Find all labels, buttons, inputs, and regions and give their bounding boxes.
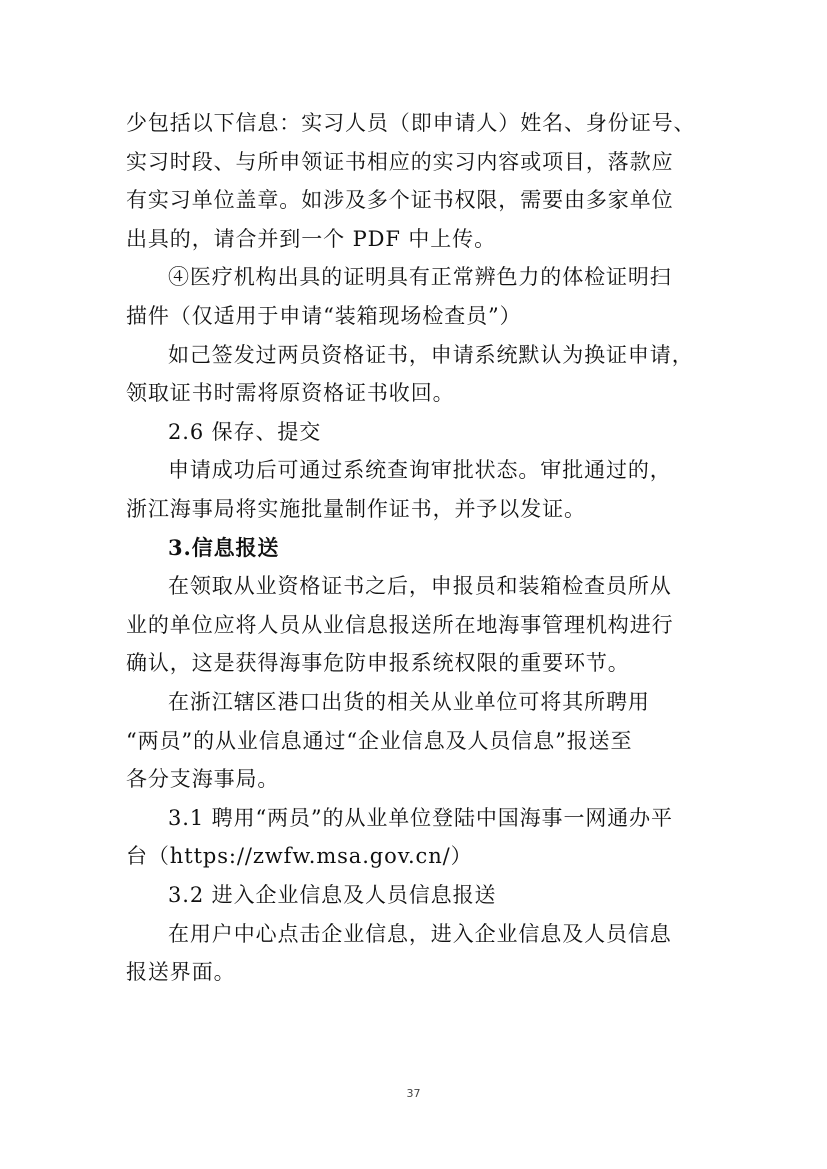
text-line: 报送界面。 bbox=[126, 960, 236, 984]
text-line: 有实习单位盖章。如涉及多个证书权限，需要由多家单位 bbox=[126, 188, 674, 212]
text-line: 台（https://zwfw.msa.gov.cn/） bbox=[126, 844, 473, 868]
text-line: 实习时段、与所申领证书相应的实习内容或项目，落款应 bbox=[126, 150, 674, 174]
text-line: 如己签发过两员资格证书，申请系统默认为换证申请， bbox=[168, 343, 694, 367]
text-line: 领取证书时需将原资格证书收回。 bbox=[126, 381, 455, 405]
text-line: 3.1 聘用“两员”的从业单位登陆中国海事一网通办平 bbox=[168, 806, 673, 830]
section-heading: 2.6 保存、提交 bbox=[168, 420, 322, 444]
section-heading: 3.信息报送 bbox=[168, 535, 280, 560]
page-number: 37 bbox=[406, 1087, 421, 1100]
section-heading: 3.2 进入企业信息及人员信息报送 bbox=[168, 883, 497, 907]
text-line: 少包括以下信息：实习人员（即申请人）姓名、身份证号、 bbox=[126, 111, 696, 135]
text-line: 在浙江辖区港口出货的相关从业单位可将其所聘用 bbox=[168, 690, 650, 714]
text-line: 业的单位应将人员从业信息报送所在地海事管理机构进行 bbox=[126, 613, 674, 637]
text-line: 浙江海事局将实施批量制作证书，并予以发证。 bbox=[126, 497, 586, 521]
text-line: 在用户中心点击企业信息，进入企业信息及人员信息 bbox=[168, 922, 672, 946]
text-line: ④医疗机构出具的证明具有正常辨色力的体检证明扫 bbox=[168, 265, 672, 289]
text-line: 确认，这是获得海事危防申报系统权限的重要环节。 bbox=[126, 651, 630, 675]
text-line: “两员”的从业信息通过“企业信息及人员信息”报送至 bbox=[126, 729, 633, 753]
text-line: 申请成功后可通过系统查询审批状态。审批通过的， bbox=[168, 458, 672, 482]
text-line: 在领取从业资格证书之后，申报员和装箱检查员所从 bbox=[168, 574, 672, 598]
text-line: 各分支海事局。 bbox=[126, 767, 280, 791]
text-line: 描件（仅适用于申请“装箱现场检查员”） bbox=[126, 304, 522, 328]
text-line: 出具的，请合并到一个 PDF 中上传。 bbox=[126, 227, 496, 251]
